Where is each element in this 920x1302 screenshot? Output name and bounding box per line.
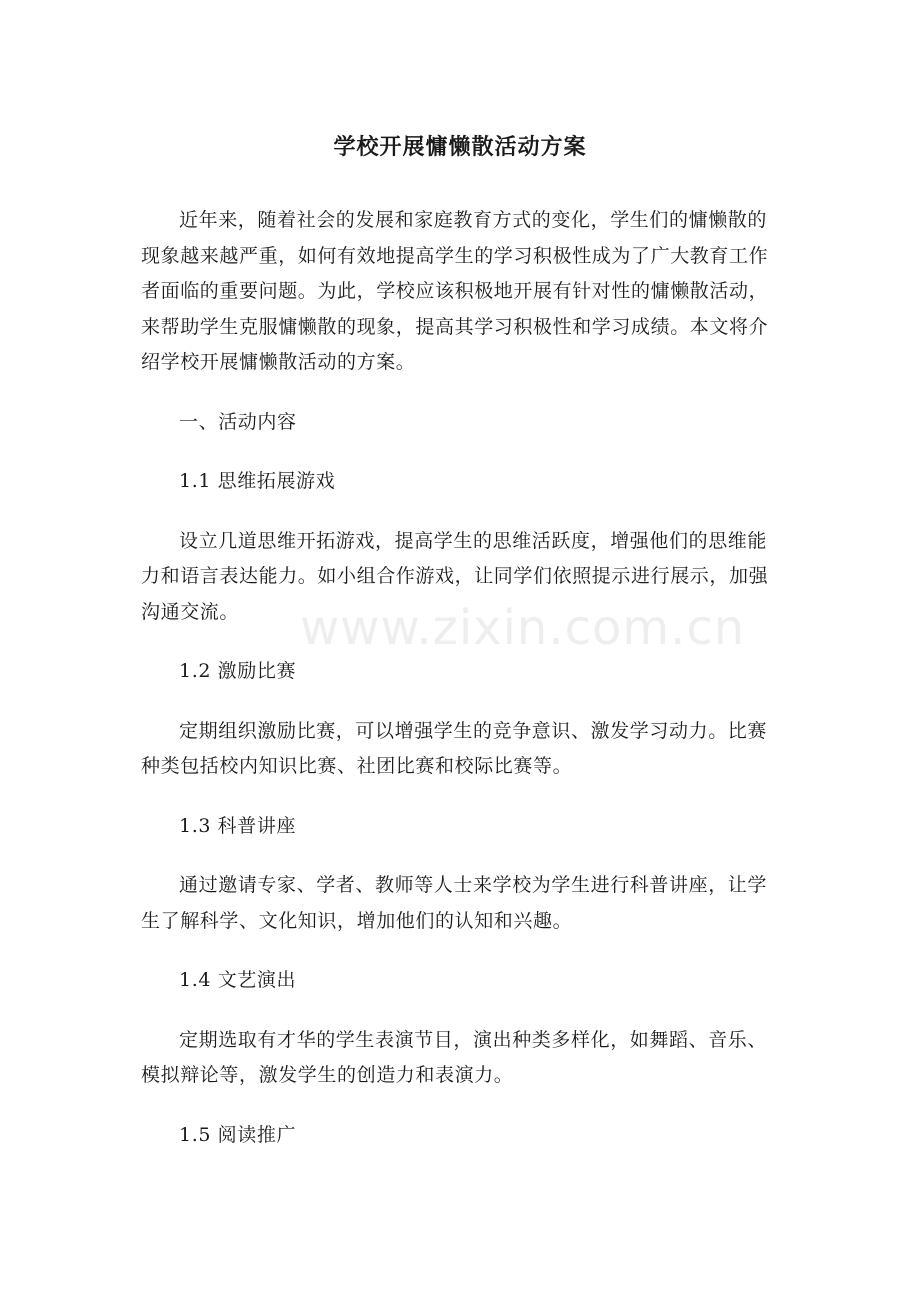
document-title: 学校开展慵懒散活动方案 bbox=[333, 135, 587, 160]
subsection-heading-reading: 1.5 阅读推广 bbox=[179, 1123, 297, 1146]
subsection-heading-competitions: 1.2 激励比赛 bbox=[179, 660, 297, 682]
document-body bbox=[141, 203, 781, 1177]
paragraph-lectures: 通过邀请专家、学者、教师等人士来学校为学生进行科普讲座，让学生了解科学、文化知识，增加他们的认知和兴趣。 bbox=[141, 874, 768, 932]
paragraph-thinking-games: 设立几道思维开拓游戏，提高学生的思维活跃度，增强他们的思维能力和语言表达能力。如小组合作游戏，让同学们依照提示进行展示，加强沟通交流。 bbox=[141, 529, 769, 623]
section-heading-activity-content: 一、活动内容 bbox=[179, 410, 297, 433]
subsection-heading-performances: 1.4 文艺演出 bbox=[179, 969, 297, 991]
paragraph-competitions: 定期组织激励比赛，可以增强学生的竞争意识、激发学习动力。比赛种类包括校内知识比赛、社团比赛和校际比赛等。 bbox=[141, 719, 768, 777]
subsection-heading-thinking-games: 1.1 思维拓展游戏 bbox=[179, 470, 336, 492]
watermark: www.zixin.com.cn bbox=[300, 600, 746, 656]
paragraph-intro: 近年来，随着社会的发展和家庭教育方式的变化，学生们的慵懒散的现象越来越严重，如何有效地提高学生的学习积极性成为了广大教育工作者面临的重要问题。为此，学校应该积极地开展有针对性的慵懒散活动，来帮助学生克服慵懒散的现象，提高其学习积极性和学习成绩。本文将介绍学校开展慵懒散活动的方案。 bbox=[141, 209, 769, 373]
paragraph-performances: 定期选取有才华的学生表演节目，演出种类多样化，如舞蹈、音乐、模拟辩论等，激发学生的创造力和表演力。 bbox=[141, 1028, 768, 1086]
subsection-heading-lectures: 1.3 科普讲座 bbox=[179, 814, 297, 837]
